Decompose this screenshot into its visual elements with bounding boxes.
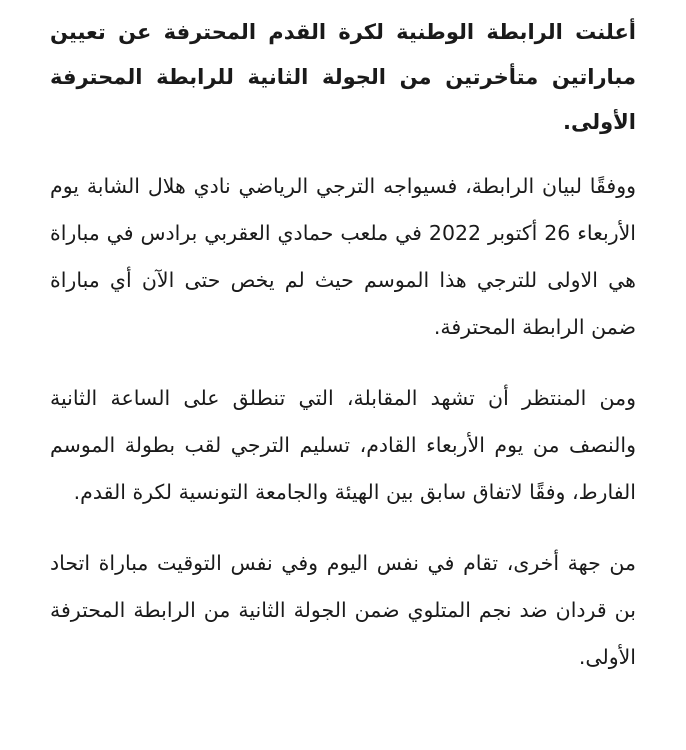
- article-paragraph-1: ووفقًا لبيان الرابطة، فسيواجه الترجي الرياضي نادي هلال الشابة يوم الأربعاء 26 أكتوبر 2022 في ملعب حمادي العقربي برادس في مباراة هي الاولى للترجي هذا الموسم حيث لم يخص حتى الآن أي مباراة ضمن الرابطة المحترفة.: [50, 174, 636, 339]
- article-paragraph-3: من جهة أخرى، تقام في نفس اليوم وفي نفس التوقيت مباراة اتحاد بن قردان ضد نجم المتلوي ضمن الجولة الثانية من الرابطة المحترفة الأولى.: [50, 551, 636, 669]
- article-paragraph-2: ومن المنتظر أن تشهد المقابلة، التي تنطلق على الساعة الثانية والنصف من يوم الأربعاء القادم، تسليم الترجي لقب بطولة الموسم الفارط، وفقًا لاتفاق سابق بين الهيئة والجامعة التونسية لكرة القدم.: [50, 386, 636, 504]
- article-lead: أعلنت الرابطة الوطنية لكرة القدم المحترفة عن تعيين مباراتين متأخرتين من الجولة الثانية للرابطة المحترفة الأولى.: [50, 20, 636, 134]
